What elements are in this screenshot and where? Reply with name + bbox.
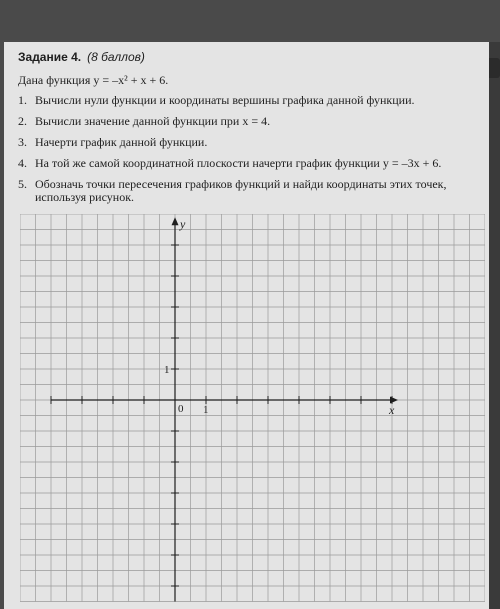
item-number: 2.	[18, 114, 27, 128]
coordinate-grid	[20, 214, 485, 609]
y-axis-label: y	[180, 217, 186, 231]
y-unit-label: 1	[164, 364, 170, 376]
task-item-3	[18, 136, 488, 149]
page-edge	[489, 42, 500, 609]
item-number: 1.	[18, 93, 27, 107]
item-number: 4.	[18, 156, 27, 170]
item-text: Начерти график данной функции.	[35, 135, 208, 149]
task-heading: Задание 4.	[18, 50, 82, 64]
origin-label: 0	[178, 403, 184, 415]
item-number: 3.	[18, 135, 27, 149]
grid-lines	[20, 214, 485, 602]
task-item-5	[18, 178, 488, 204]
item-text: На той же самой координатной плоскости начерти график функции y = –3x + 6.	[35, 156, 442, 170]
task-item-1	[18, 94, 488, 107]
axes	[51, 217, 398, 601]
task-item-4	[18, 157, 488, 170]
x-axis-label: x	[389, 403, 395, 417]
item-text-continued: используя рисунок.	[35, 190, 135, 204]
task-title	[18, 50, 145, 64]
task-points: (8 баллов)	[87, 50, 145, 64]
item-number: 5.	[18, 177, 27, 191]
page-notch	[489, 58, 500, 78]
y-axis-arrow-icon	[172, 217, 179, 225]
task-item-2	[18, 115, 488, 128]
item-text: Вычисли нули функции и координаты вершины графика данной функции.	[35, 93, 415, 107]
task-intro: Дана функция y = –x² + x + 6.	[18, 73, 169, 87]
x-unit-label: 1	[203, 404, 209, 416]
item-text: Обозначь точки пересечения графиков функций и найди координаты этих точек,	[35, 177, 447, 191]
item-text: Вычисли значение данной функции при x = 4.	[35, 114, 271, 128]
